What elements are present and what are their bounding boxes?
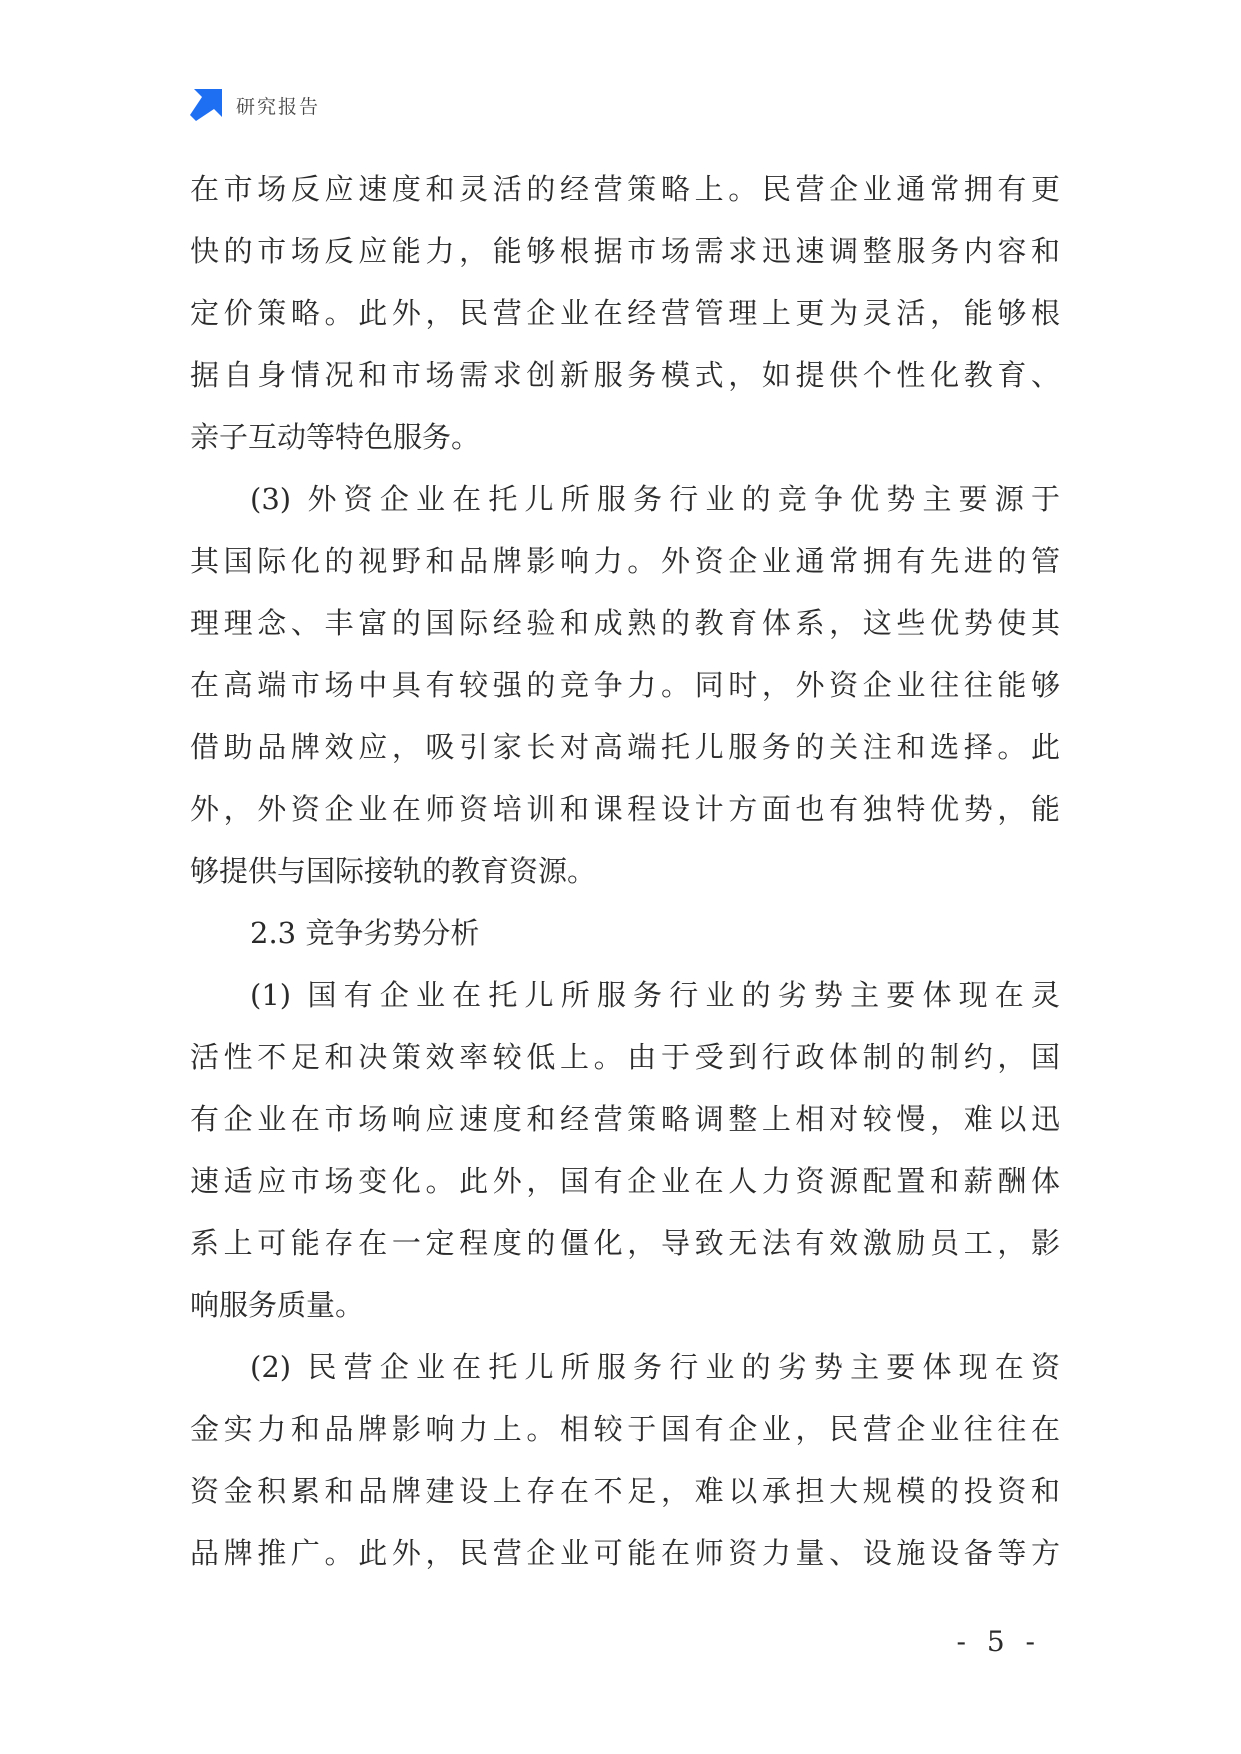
text-line: (3) 外资企业在托儿所服务行业的竞争优势主要源于 — [250, 482, 1060, 516]
text-line: 速适应市场变化。此外，国有企业在人力资源配置和薪酬体 — [190, 1164, 1060, 1198]
text-line: 外，外资企业在师资培训和课程设计方面也有独特优势，能 — [190, 792, 1060, 826]
text-line: 理理念、丰富的国际经验和成熟的教育体系，这些优势使其 — [190, 606, 1060, 640]
text-line: 亲子互动等特色服务。 — [190, 420, 481, 454]
text-line: (2) 民营企业在托儿所服务行业的劣势主要体现在资 — [250, 1350, 1060, 1384]
text-line: 快的市场反应能力，能够根据市场需求迅速调整服务内容和 — [190, 234, 1060, 268]
text-line: 在市场反应速度和灵活的经营策略上。民营企业通常拥有更 — [190, 172, 1060, 206]
header-title: 研究报告 — [236, 95, 321, 118]
page-number: - 5 - — [956, 1625, 1041, 1658]
text-line: 响服务质量。 — [190, 1288, 365, 1322]
text-line: 2.3 竞争劣势分析 — [250, 916, 480, 950]
text-line: 活性不足和决策效率较低上。由于受到行政体制的制约，国 — [190, 1040, 1060, 1074]
text-line: 资金积累和品牌建设上存在不足，难以承担大规模的投资和 — [190, 1474, 1060, 1508]
text-line: 金实力和品牌影响力上。相较于国有企业，民营企业往往在 — [190, 1412, 1060, 1446]
text-line: 在高端市场中具有较强的竞争力。同时，外资企业往往能够 — [190, 668, 1060, 702]
report-header — [190, 88, 320, 122]
text-line: 定价策略。此外，民营企业在经营管理上更为灵活，能够根 — [190, 296, 1060, 330]
text-line: 有企业在市场响应速度和经营策略调整上相对较慢，难以迅 — [190, 1102, 1060, 1136]
text-line: 据自身情况和市场需求创新服务模式，如提供个性化教育、 — [190, 358, 1060, 392]
text-line: 品牌推广。此外，民营企业可能在师资力量、设施设备等方 — [190, 1536, 1060, 1570]
text-line: 其国际化的视野和品牌影响力。外资企业通常拥有先进的管 — [190, 544, 1060, 578]
text-line: 够提供与国际接轨的教育资源。 — [190, 854, 597, 888]
text-line: 系上可能存在一定程度的僵化，导致无法有效激励员工，影 — [190, 1226, 1060, 1260]
arrow-up-right-icon — [190, 89, 222, 121]
document-body — [190, 158, 1060, 1584]
text-line: (1) 国有企业在托儿所服务行业的劣势主要体现在灵 — [250, 978, 1060, 1012]
text-line: 借助品牌效应，吸引家长对高端托儿服务的关注和选择。此 — [190, 730, 1060, 764]
